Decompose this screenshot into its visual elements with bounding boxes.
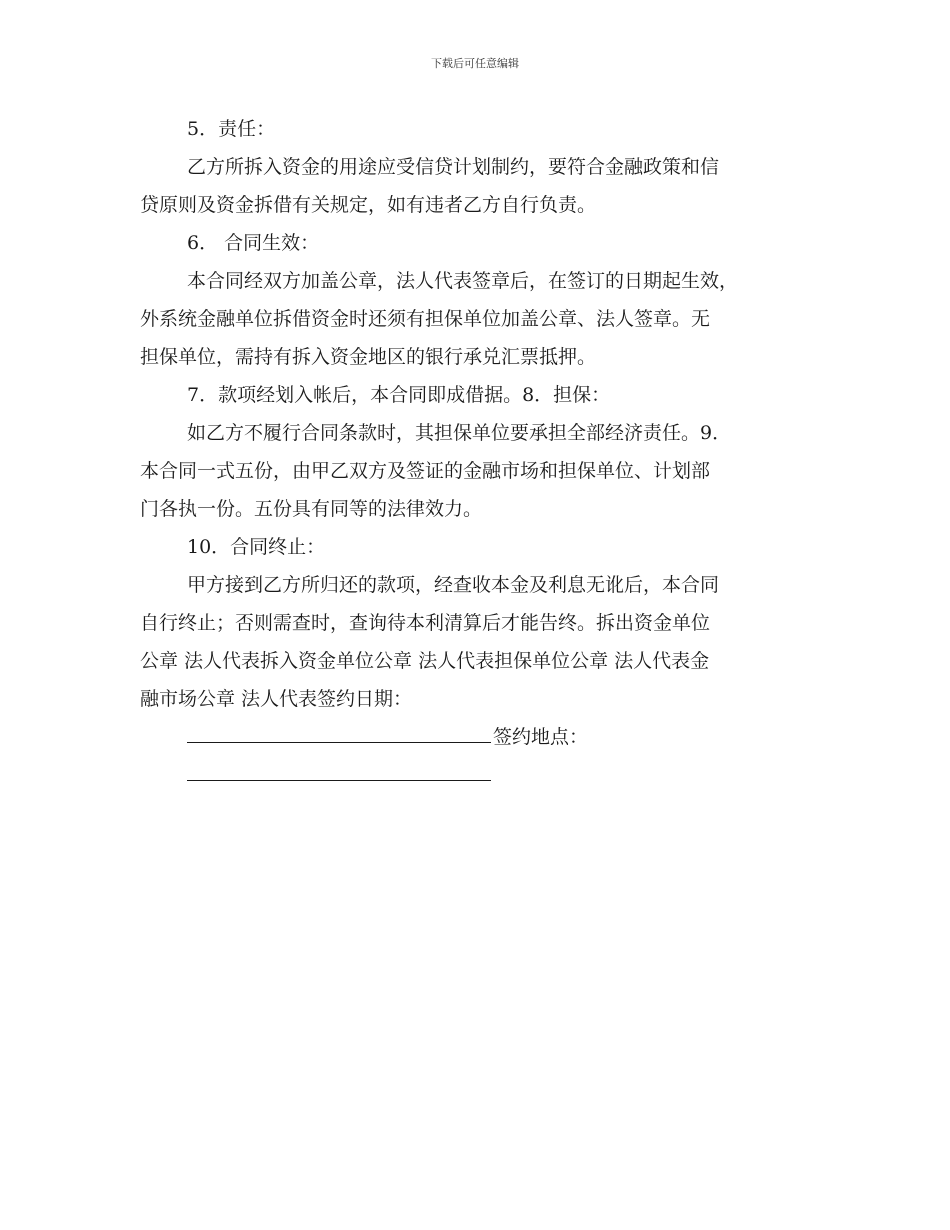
section-6-paragraph-line: 外系统金融单位拆借资金时还须有担保单位加盖公章、法人签章。无 (140, 308, 711, 330)
section-7-8-line: 7．款项经划入帐后，本合同即成借据。8．担保： (187, 384, 611, 406)
contract-body (140, 110, 812, 794)
section-8-9-paragraph-line: 如乙方不履行合同条款时，其担保单位要承担全部经济责任。9． (187, 422, 732, 444)
section-5-paragraph-line: 乙方所拆入资金的用途应受信贷计划制约，要符合金融政策和信 (187, 156, 720, 178)
signing-date-blank[interactable] (187, 718, 491, 743)
section-9-paragraph-line: 门各执一份。五份具有同等的法律效力。 (140, 498, 483, 520)
section-10-paragraph-line: 自行终止；否则需查时，查询待本利清算后才能告终。拆出资金单位 (140, 612, 711, 634)
section-6-paragraph-line: 本合同经双方加盖公章，法人代表签章后，在签订的日期起生效， (187, 270, 739, 292)
signing-place-row (140, 756, 812, 794)
signature-block-line: 公章 法人代表拆入资金单位公章 法人代表担保单位公章 法人代表金 (140, 650, 710, 672)
section-5-heading: 5．责任： (187, 118, 276, 140)
section-10-heading: 10．合同终止： (187, 536, 326, 558)
section-10-paragraph-line: 甲方接到乙方所归还的款项，经查收本金及利息无讹后，本合同 (187, 574, 720, 596)
section-6-heading: 6． 合同生效： (187, 232, 320, 254)
section-9-paragraph-line: 本合同一式五份，由甲乙双方及签证的金融市场和担保单位、计划部 (140, 460, 711, 482)
section-5-paragraph-line: 贷原则及资金拆借有关规定，如有违者乙方自行负责。 (140, 194, 597, 216)
signature-block-line: 融市场公章 法人代表签约日期： (140, 688, 413, 710)
signing-date-row (140, 718, 812, 756)
signing-place-blank[interactable] (187, 756, 491, 781)
signing-place-label: 签约地点： (493, 726, 589, 748)
section-6-paragraph-line: 担保单位，需持有拆入资金地区的银行承兑汇票抵押。 (140, 346, 597, 368)
page-header: 下载后可任意编辑 (431, 57, 519, 70)
